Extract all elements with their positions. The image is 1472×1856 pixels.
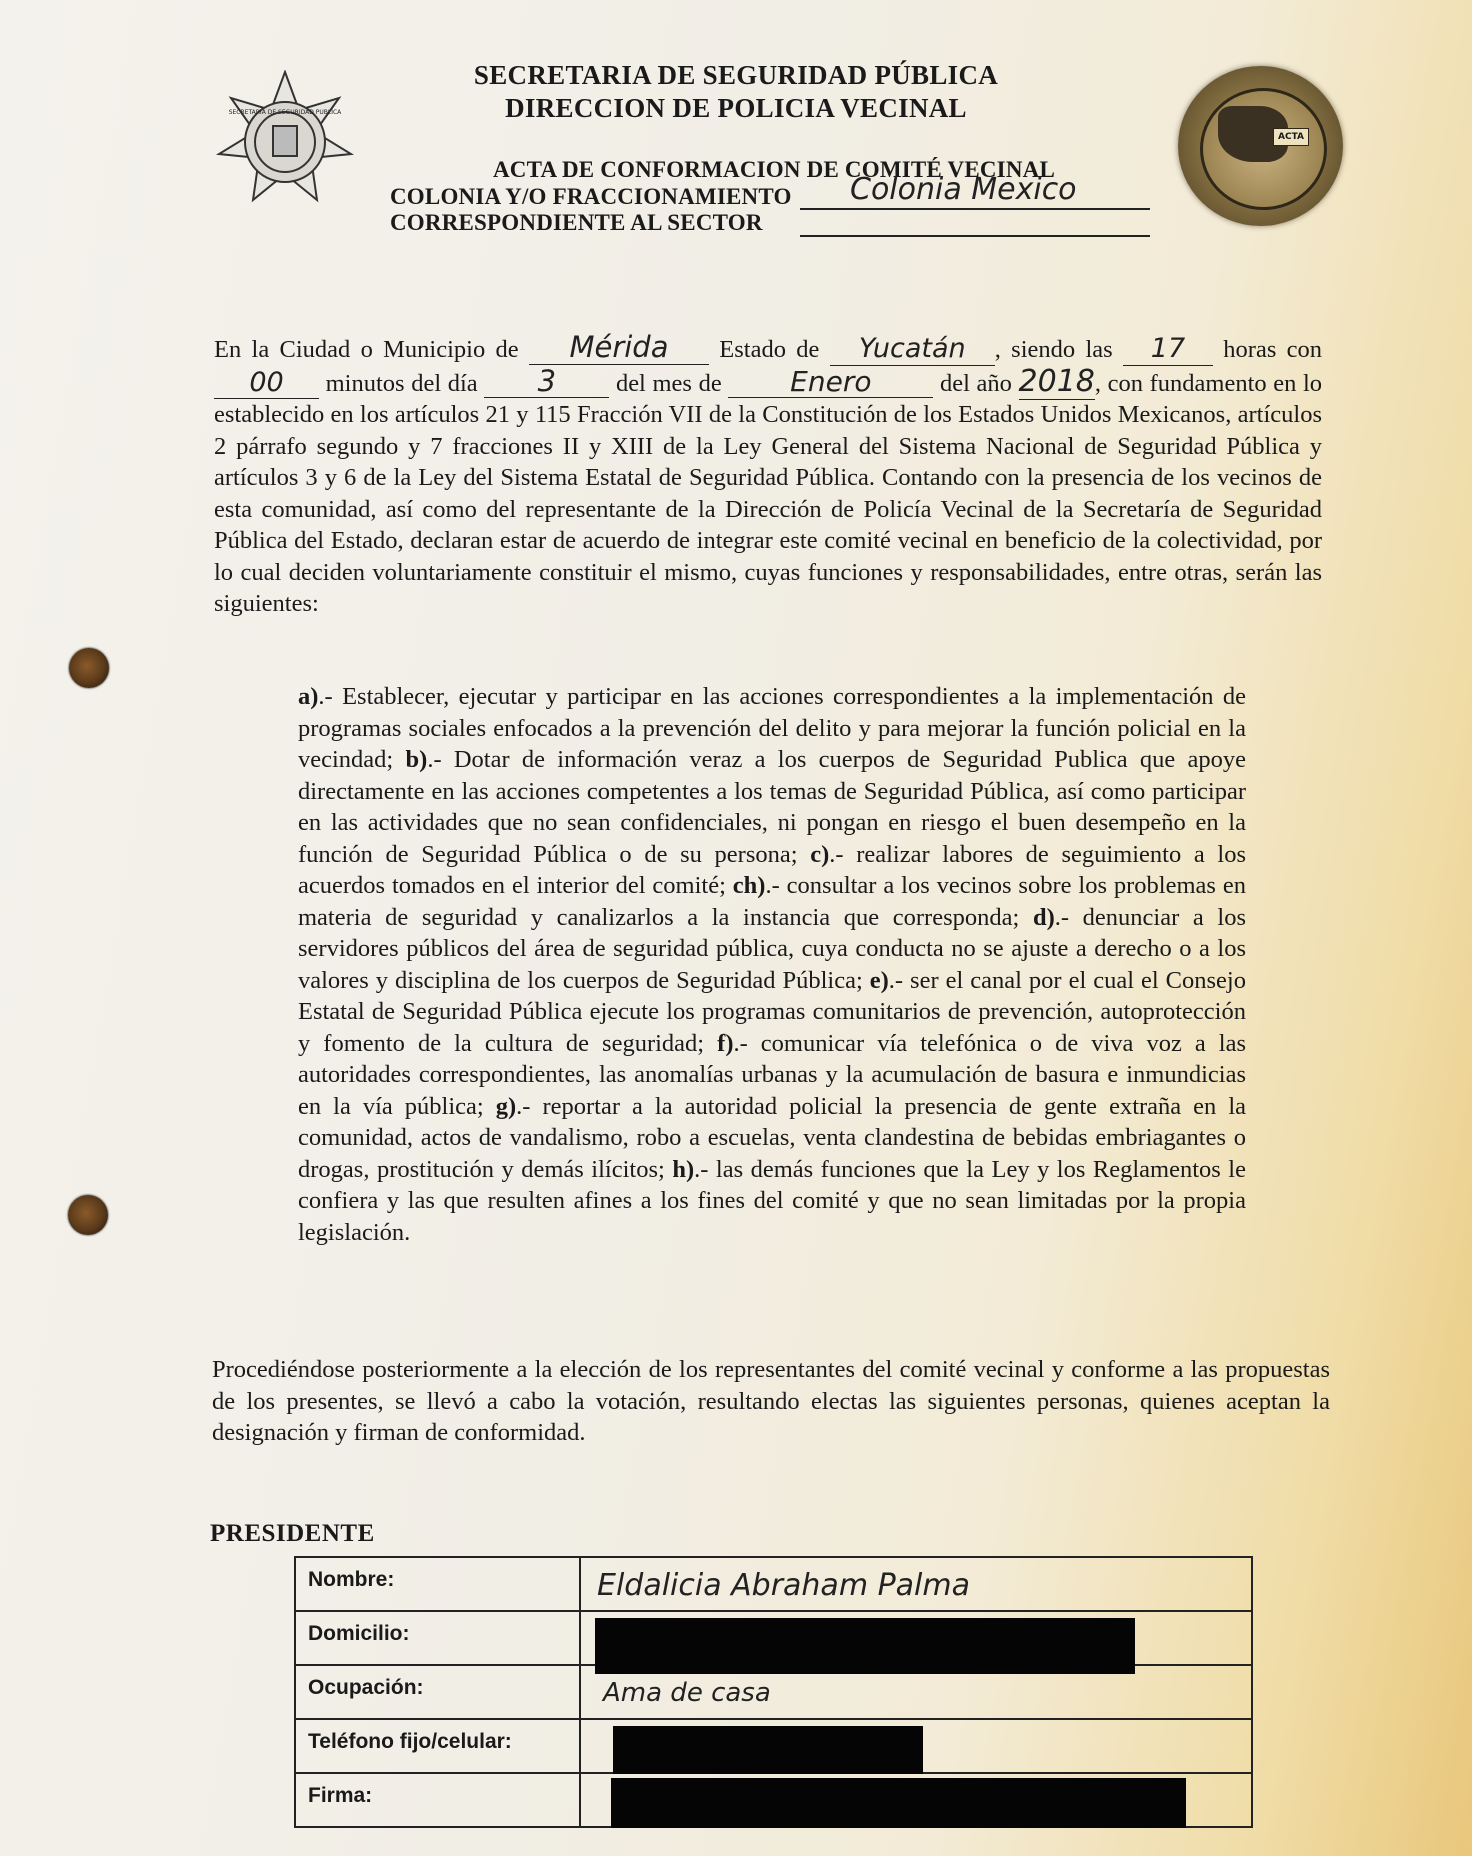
table-row — [295, 1665, 1252, 1719]
functions-list — [298, 681, 1246, 1248]
intro-text-5: minutos del día — [325, 369, 478, 397]
func-f-text: .- comunicar vía telefónica o de viva voz a las autoridades correspondientes, las anomalías urbanas y la acumulación de basura e inmundicias en la vía pública; — [298, 1029, 1246, 1120]
punch-hole — [69, 648, 109, 688]
func-a-key: a) — [298, 683, 319, 710]
election-paragraph: Procediéndose posteriormente a la elección de los representantes del comité vecinal y conforme a las propuestas de los presentes, se llevó a cabo la votación, resultando electas las siguientes personas, quienes aceptan la designación y firman de conformidad. — [212, 1356, 1330, 1446]
hour-value: 17 — [1123, 333, 1213, 366]
city-value: Mérida — [529, 332, 709, 365]
func-ch-key: ch) — [732, 872, 766, 899]
intro-text-6: del mes de — [615, 369, 722, 397]
func-e-key: e) — [869, 966, 889, 994]
seal-left-text: SECRETARIA DE SEGURIDAD PUBLICA — [228, 109, 342, 116]
state-value: Yucatán — [830, 333, 995, 366]
nombre-label: Nombre: — [295, 1557, 580, 1611]
func-f-key: f) — [717, 1029, 734, 1057]
month-value: Enero — [728, 366, 933, 399]
func-b-text: .- Dotar de información veraz a los cuerpos de Seguridad Publica que apoye directamente en las acciones competentes a los temas de Seguridad Pública, así como participar en las actividades que no sean confidenciales, ni pongan en riesgo el buen desempeño en la función de Seguridad Pública o de su persona; — [298, 746, 1246, 868]
intro-text-1: En la Ciudad o Municipio de — [214, 336, 519, 363]
intro-text-4: horas con — [1223, 336, 1323, 363]
ocupacion-value: Ama de casa — [603, 1678, 771, 1708]
telefono-label: Teléfono fijo/celular: — [295, 1719, 580, 1773]
func-c-key: c) — [810, 840, 830, 868]
nombre-cell — [580, 1557, 1252, 1611]
intro-paragraph: En la Ciudad o Municipio de Mérida Estado de Yucatán , siendo las 17 horas con 00 minutos del día 3 del mes de Enero del año 2018, con fundamento en lo establecido en los artículos 21 y 115 Fracción VII de la Constitución de los Estados Unidos Mexicanos, artículos 2 párrafo segundo y 7 fracciones II y XIII de la Ley General del Sistema Nacional de Seguridad Pública y artículos 3 y 6 de la Ley del Sistema Estatal de Seguridad Pública. Contando con la presencia de los vecinos de esta comunidad, así como del representante de la Dirección de Policía Vecinal de la Secretaría de Seguridad Pública del Estado, declaran estar de acuerdo de integrar este comité vecinal en beneficio de la colectividad, por lo cual deciden voluntariamente constituir el mismo, cuyas funciones y responsabilidades, entre otras, serán las siguientes: — [214, 330, 1323, 617]
intro-text-3: siendo las — [1011, 336, 1113, 363]
sector-label: CORRESPONDIENTE AL SECTOR — [390, 210, 763, 235]
minutes-value: 00 — [214, 367, 319, 400]
table-row — [295, 1611, 1252, 1665]
func-c-text: .- realizar labores de seguimiento a los acuerdos tomados en el interior del comité; — [298, 840, 1246, 899]
colonia-field — [800, 172, 1150, 210]
intro-text-8: , con fundamento en lo establecido en los artículos 21 y 115 Fracción VII de la Constitución de los Estados Unidos Mexicanos, artículos 2 párrafo segundo y 7 fracciones II y XIII de la Ley General del Sistema Nacional de Seguridad Pública y artículos 3 y 6 de la Ley del Sistema Estatal de Seguridad Pública. Contando con la presencia de los vecinos de esta comunidad, así como del representante de la Dirección de Policía Vecinal de la Secretaría de Seguridad Pública del Estado, declaran estar de acuerdo de integrar este comité vecinal en beneficio de la colectividad, por lo cual deciden voluntariamente constituir el mismo, cuyas funciones y responsabilidades, entre otras, serán las siguientes: — [214, 369, 1323, 617]
func-a-text: .- Establecer, ejecutar y participar en las acciones correspondientes a la implementación de programas sociales enfocados a la prevención del delito y para mejorar la función policial en la vecindad; — [298, 683, 1246, 773]
telefono-cell — [580, 1719, 1252, 1773]
colonia-label: COLONIA Y/O FRACCIONAMIENTO — [390, 184, 792, 209]
ocupacion-cell — [580, 1665, 1252, 1719]
table-row — [295, 1773, 1252, 1827]
func-ch-text: .- consultar a los vecinos sobre los problemas en materia de seguridad y canalizarlos a la instancia que corresponda; — [298, 872, 1246, 931]
colonia-value: Colonia Mexico — [850, 172, 1077, 207]
intro-text-2: Estado de — [719, 336, 820, 363]
table-row — [295, 1719, 1252, 1773]
day-value: 3 — [484, 366, 609, 399]
func-g-key: g) — [495, 1092, 517, 1120]
table-row — [295, 1557, 1252, 1611]
president-heading: PRESIDENTE — [210, 1520, 375, 1547]
func-d-text: .- denunciar a los servidores públicos del área de seguridad pública, cuya conducta no se ajuste a derecho o a los valores y disciplina de los cuerpos de Seguridad Pública; — [298, 903, 1246, 994]
intro-text-7: del año — [939, 369, 1012, 397]
firma-label: Firma: — [295, 1773, 580, 1827]
punch-hole — [68, 1195, 108, 1235]
func-e-text: .- ser el canal por el cual el Consejo Estatal de Seguridad Pública ejecute los programas comunitarios de prevención, autoprotección y fomento de la cultura de seguridad; — [298, 966, 1246, 1057]
redaction-bar — [613, 1726, 923, 1774]
sector-field — [800, 211, 1150, 237]
firma-cell — [580, 1773, 1252, 1827]
domicilio-label: Domicilio: — [295, 1611, 580, 1665]
func-b-key: b) — [405, 746, 428, 773]
president-table — [294, 1556, 1253, 1828]
redaction-bar — [611, 1778, 1186, 1828]
year-value: 2018 — [1018, 363, 1095, 399]
acta-title: ACTA DE CONFORMACION DE COMITÉ VECINAL — [493, 157, 1055, 182]
func-d-key: d) — [1032, 903, 1055, 931]
func-g-text: .- reportar a la autoridad policial la presencia de gente extraña en la comunidad, actos de vandalismo, robo a escuelas, venta clandestina de bebidas embriagantes o drogas, prostitución y demás ilícitos; — [298, 1092, 1246, 1183]
seal-right-tag: ACTA — [1273, 128, 1309, 146]
nombre-value: Eldalicia Abraham Palma — [597, 1568, 970, 1603]
ocupacion-label: Ocupación: — [295, 1665, 580, 1719]
func-h-key: h) — [672, 1155, 695, 1183]
org-line-1: SECRETARIA DE SEGURIDAD PÚBLICA — [473, 60, 999, 90]
org-line-2: DIRECCION DE POLICIA VECINAL — [505, 93, 967, 123]
domicilio-cell — [580, 1611, 1252, 1665]
func-h-text: .- las demás funciones que la Ley y los Reglamentos le confiera y las que resulten afines a los fines del comité y que no sean limitadas por la propia legislación. — [298, 1155, 1246, 1246]
seal-left-emblem — [215, 70, 355, 210]
